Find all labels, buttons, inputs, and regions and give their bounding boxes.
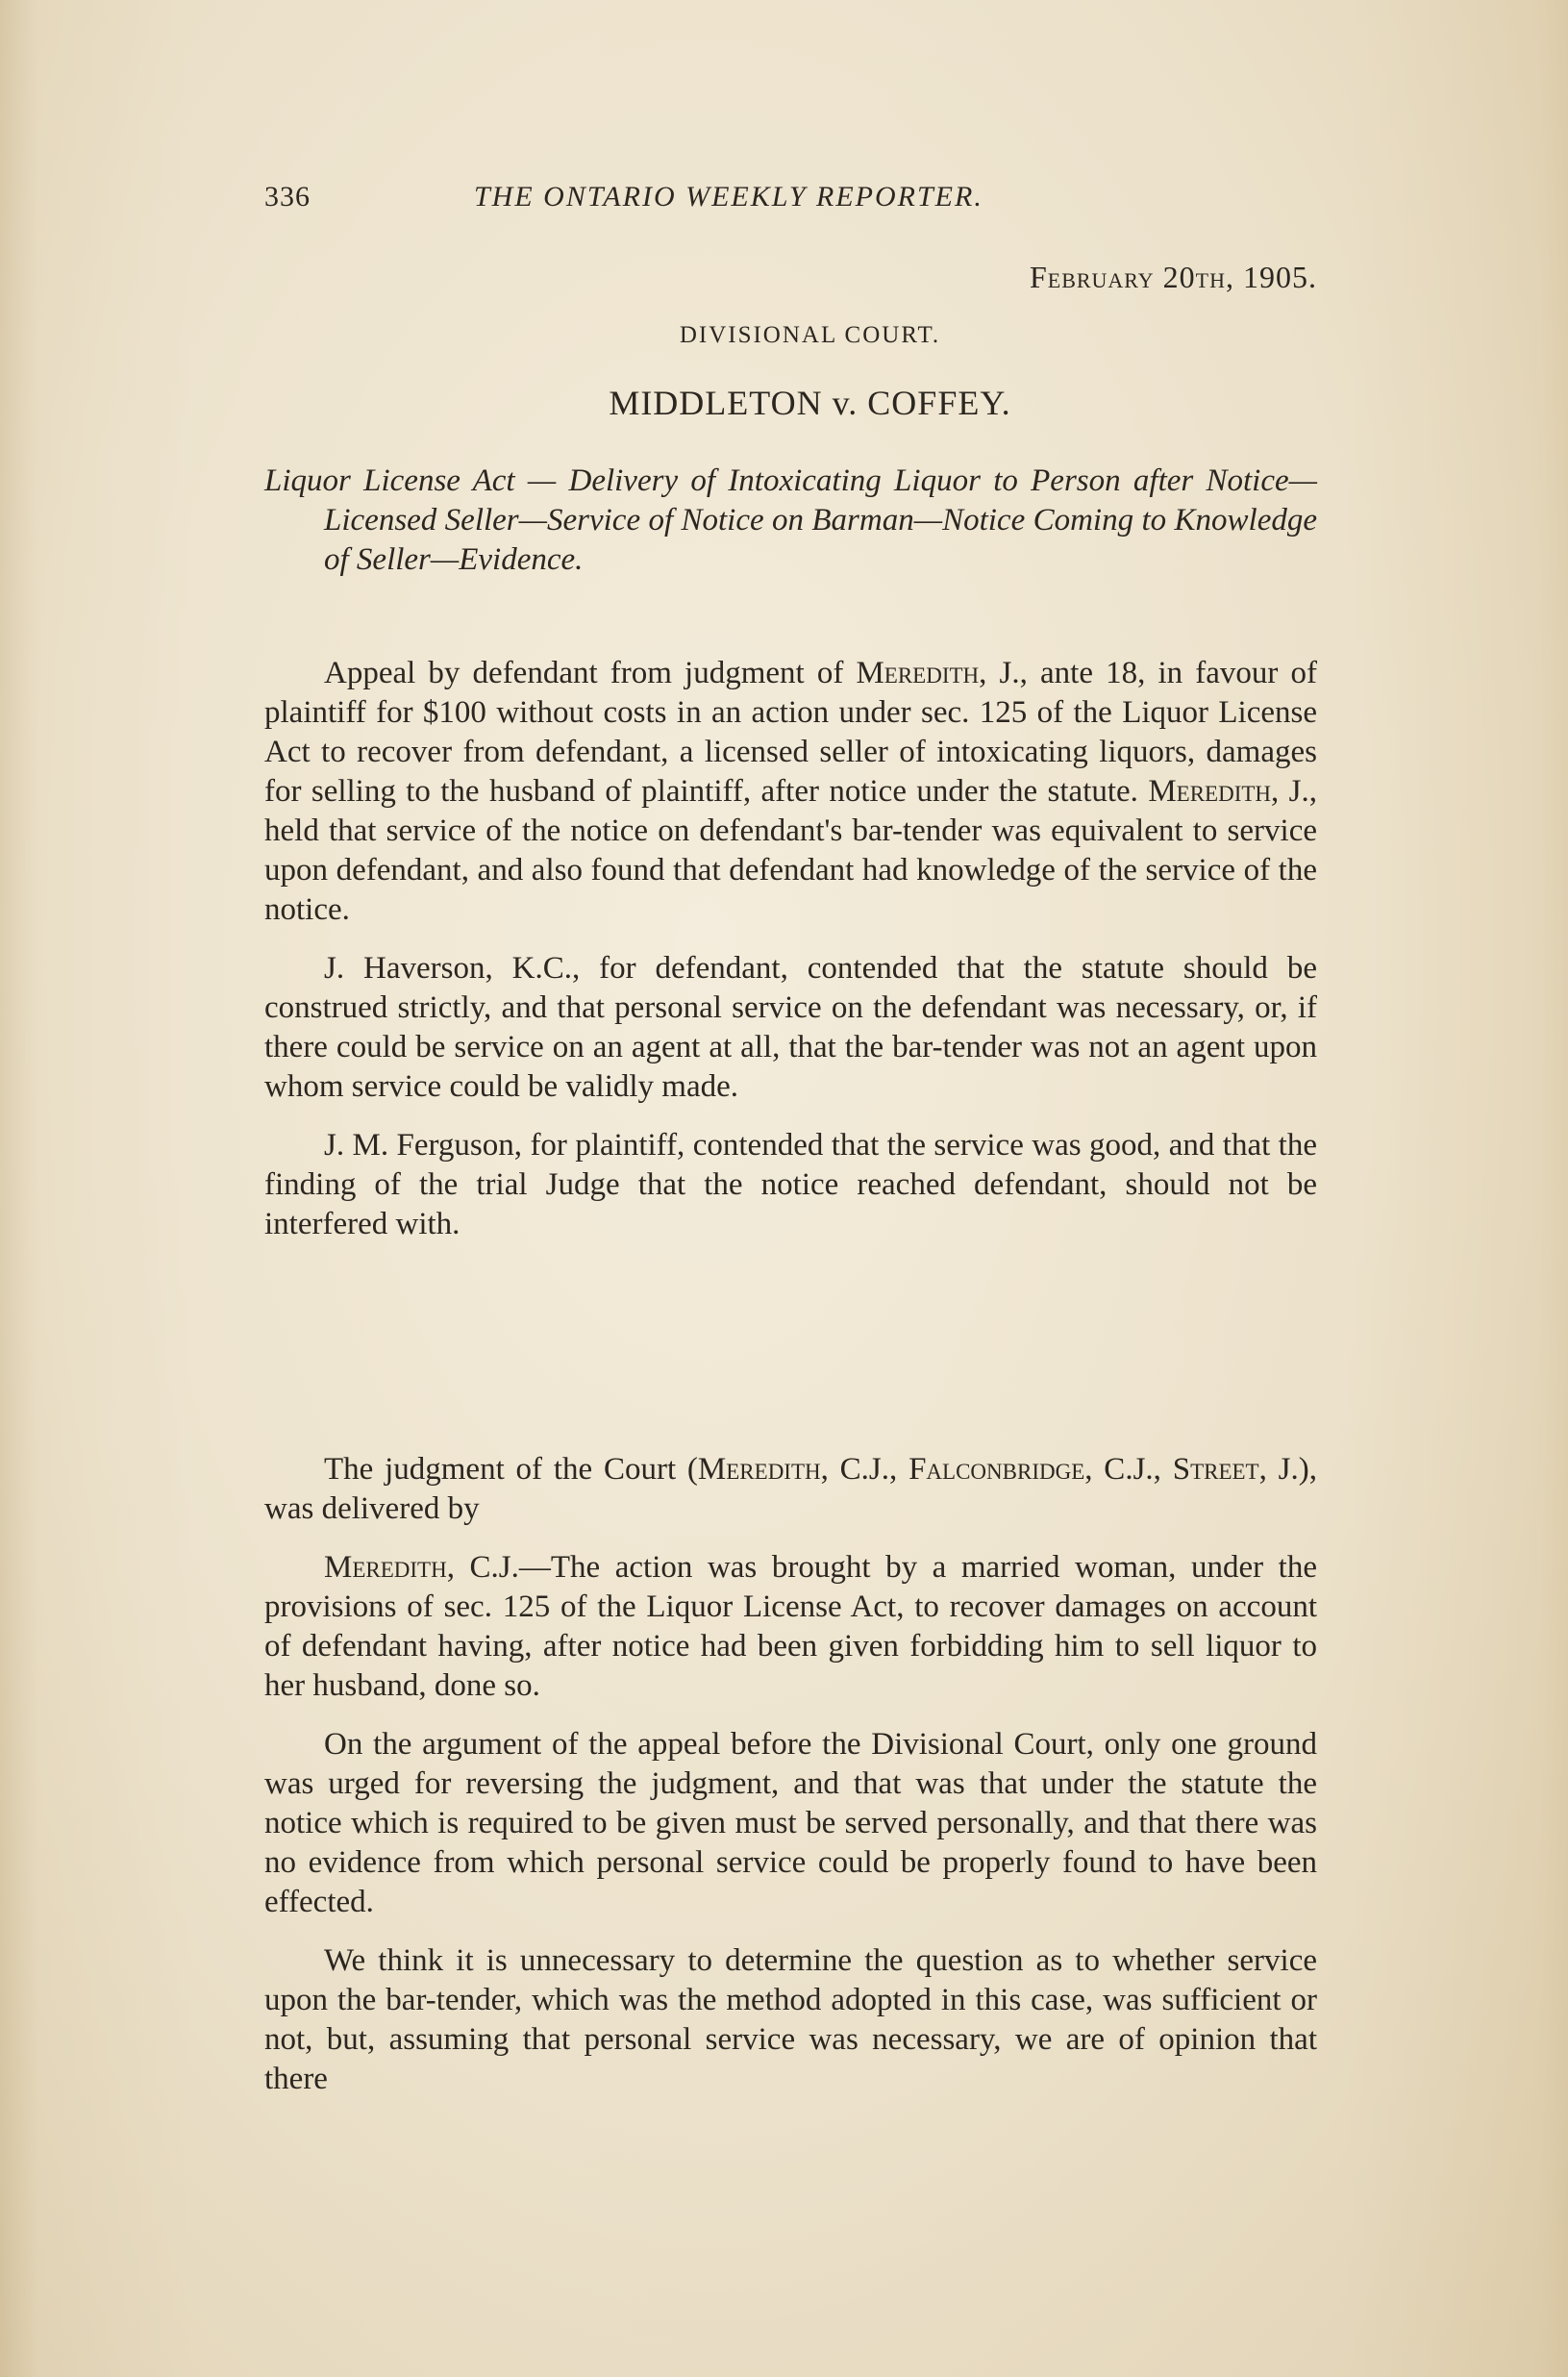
page-number: 336: [264, 181, 311, 213]
judgment-section: [264, 1450, 1317, 2118]
paragraph-plaintiff-counsel: J. M. Ferguson, for plaintiff, contended that the service was good, and that the finding of the trial Judge that the notice reached defendant, should not be interfered with.: [264, 1128, 1317, 1241]
case-title: MIDDLETON v. COFFEY.: [609, 384, 1011, 422]
journal-title: THE ONTARIO WEEKLY REPORTER.: [474, 181, 983, 213]
paragraph-judgment-intro: The judgment of the Court (Meredith, C.J., Falconbridge, C.J., Street, J.), was delivered by: [264, 1452, 1318, 1526]
argument-section: [264, 654, 1317, 1264]
court-name: DIVISIONAL COURT.: [679, 322, 941, 348]
decision-date: February 20th, 1905.: [1029, 260, 1317, 294]
paragraph-judgment-opening: Meredith, C.J.—The action was brought by a married woman, under the provisions of sec. 125 of the Liquor License Act, to recover damages on account of defendant having, after notice had been given forbidding him to sell liquor to her husband, done so.: [264, 1550, 1317, 1703]
paragraph-appeal: Appeal by defendant from judgment of Meredith, J., ante 18, in favour of plaintiff for $100 without costs in an action under sec. 125 of the Liquor License Act to recover from defendant, a licensed seller of intoxicating liquors, damages for selling to the husband of plaintiff, after notice under the statute. Meredith, J., held that service of the notice on defendant's bar-tender was equivalent to service upon defendant, and also found that defendant had knowledge of the service of the notice.: [264, 656, 1317, 927]
headnote: Liquor License Act — Delivery of Intoxicating Liquor to Person after Notice—Licensed Seller—Service of Notice on Barman—Notice Coming to Knowledge of Seller—Evidence.: [264, 463, 1317, 577]
paragraph-defendant-counsel: J. Haverson, K.C., for defendant, contended that the statute should be construed strictly, and that personal service on the defendant was necessary, or, if there could be service on an agent at all, that the bar-tender was not an agent upon whom service could be validly made.: [264, 951, 1317, 1104]
paragraph-argument-ground: On the argument of the appeal before the Divisional Court, only one ground was urged for reversing the judgment, and that was that under the statute the notice which is required to be given must be served personally, and that there was no evidence from which personal service could be properly found to have been effected.: [264, 1727, 1317, 1919]
paragraph-opinion: We think it is unnecessary to determine the question as to whether service upon the bar-tender, which was the method adopted in this case, was sufficient or not, but, assuming that personal service was necessary, we are of opinion that there: [264, 1943, 1317, 2096]
running-head: [264, 173, 1317, 221]
